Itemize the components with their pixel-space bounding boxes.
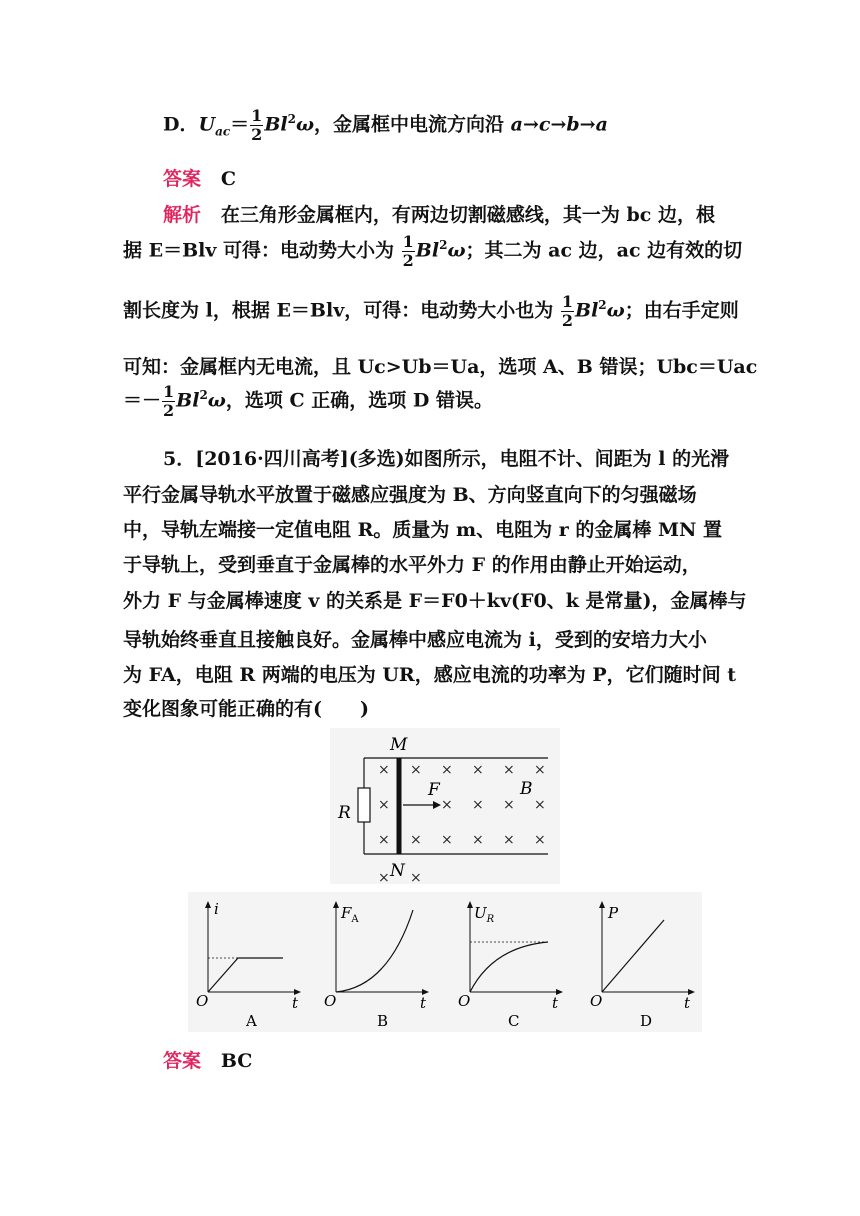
circuit-diagram: [330, 728, 560, 884]
svg-text:A: A: [246, 1012, 257, 1030]
svg-text:×: ×: [503, 832, 515, 848]
graphs-figure: [188, 892, 702, 1032]
question-5-line-3: 中，导轨左端接一定值电阻 R。质量为 m、电阻为 r 的金属棒 MN 置: [123, 519, 722, 541]
svg-text:×: ×: [441, 762, 453, 778]
svg-text:×: ×: [534, 832, 546, 848]
question-5-line-2: 平行金属导轨水平放置于磁感应强度为 B、方向竖直向下的匀强磁场: [123, 484, 697, 506]
analysis-line-4: 可知：金属框内无电流，且 Uc>Ub＝Ua，选项 A、B 错误；Ubc＝Uac: [123, 356, 758, 378]
label-R: R: [338, 803, 351, 823]
svg-text:O: O: [196, 992, 209, 1010]
label-F: F: [428, 780, 440, 800]
svg-text:×: ×: [378, 870, 390, 884]
option-d: D．$U_{ac}=$ $\frac{1}{2}$ Bl$^2$ω，金属框中电流方向沿 a→c→b→a: [163, 106, 608, 144]
svg-text:×: ×: [378, 832, 390, 848]
answer-2: 答案 BC: [163, 1050, 253, 1072]
svg-text:×: ×: [410, 832, 422, 848]
svg-text:×: ×: [472, 832, 484, 848]
analysis-line-5: ＝－ $\frac{1}{2}$ Bl$^2$ω，选项 C 正确，选项 D 错误。: [123, 382, 493, 420]
svg-text:t: t: [684, 994, 691, 1012]
svg-text:P: P: [608, 904, 619, 922]
svg-text:×: ×: [441, 832, 453, 848]
svg-text:D: D: [640, 1012, 653, 1030]
answer-1: 答案 C: [163, 168, 236, 190]
fraction: $\frac{1}{2}$: [163, 382, 175, 420]
svg-text:×: ×: [441, 797, 453, 813]
label-N: N: [390, 861, 405, 881]
question-5-line-4: 于导轨上，受到垂直于金属棒的水平外力 F 的作用由静止开始运动，: [123, 554, 701, 576]
svg-text:×: ×: [534, 797, 546, 813]
question-5-line-1: 5．[2016·四川高考](多选)如图所示，电阻不计、间距为 l 的光滑: [163, 448, 730, 470]
analysis-line-1: 解析 在三角形金属框内，有两边切割磁感线，其一为 bc 边，根: [163, 204, 715, 226]
svg-text:O: O: [324, 992, 337, 1010]
svg-text:×: ×: [503, 762, 515, 778]
analysis-line-2: 据 E＝Blv 可得：电动势大小为 $\frac{1}{2}$ Bl$^2$ω；其二为 ac 边，ac 边有效的切: [123, 232, 743, 270]
svg-text:FA: $F_A$: [341, 904, 359, 925]
fraction: $\frac{1}{2}$: [402, 232, 414, 270]
question-5-line-8: 变化图象可能正确的有( ): [123, 698, 369, 720]
label-M: M: [390, 735, 408, 755]
svg-text:×: ×: [410, 762, 422, 778]
svg-text:×: ×: [410, 870, 422, 884]
svg-text:t: t: [292, 994, 299, 1012]
svg-text:O: O: [590, 992, 603, 1010]
svg-text:×: ×: [472, 762, 484, 778]
svg-text:UR: $U_R$: [474, 904, 495, 925]
svg-text:×: ×: [534, 762, 546, 778]
svg-text:C: C: [508, 1012, 520, 1030]
resistor-symbol: [358, 788, 370, 822]
question-5-line-7: 为 FA，电阻 R 两端的电压为 UR，感应电流的功率为 P，它们随时间 t: [123, 664, 737, 686]
svg-text:×: ×: [472, 797, 484, 813]
label-B: B: [520, 779, 533, 799]
svg-text:×: ×: [378, 797, 390, 813]
svg-text:O: O: [458, 992, 471, 1010]
question-5-line-6: 导轨始终垂直且接触良好。金属棒中感应电流为 i，受到的安培力大小: [123, 629, 707, 651]
analysis-line-3: 割长度为 l，根据 E＝Blv，可得：电动势大小也为 $\frac{1}{2}$ Bl$^2$ω；由右手定则: [123, 292, 739, 330]
question-5-line-5: 外力 F 与金属棒速度 v 的关系是 F＝F0＋kv(F0、k 是常量)，金属棒与: [123, 590, 747, 612]
svg-text:t: t: [552, 994, 559, 1012]
svg-text:×: ×: [503, 797, 515, 813]
svg-text:i: i: [214, 900, 219, 918]
fraction: $\frac{1}{2}$: [561, 292, 574, 330]
svg-text:B: B: [377, 1012, 389, 1030]
svg-text:t: t: [420, 994, 427, 1012]
fraction: $\frac{1}{2}$: [251, 106, 263, 144]
svg-text:×: ×: [378, 762, 390, 778]
